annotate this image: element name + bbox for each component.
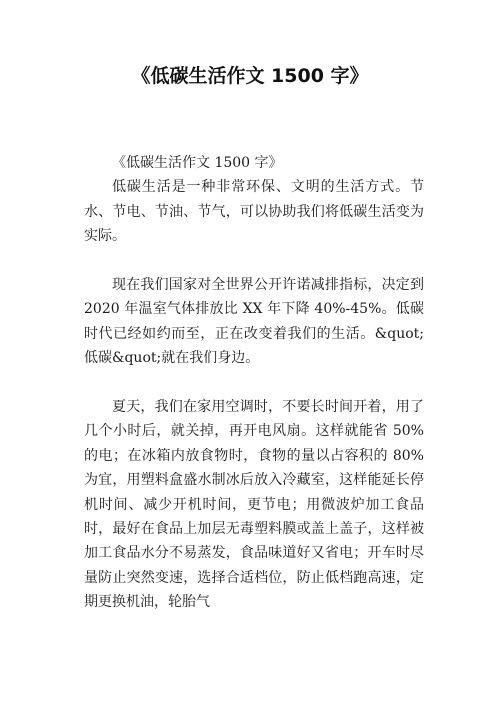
paragraph-policy: 现在我们国家对全世界公开许诺减排指标，决定到 2020 年温室气体排放比 XX 年下降 40%-45%。低碳时代已经如约而至，正在改变着我们的生活。&quot;低碳&quot;就在我们身边。 [84,277,424,367]
document-title: 《低碳生活作文 1500 字》 [131,65,369,87]
paragraph-intro: 低碳生活是一种非常环保、文明的生活方式。节水、节电、节油、节气，可以协助我们将低碳生活变为实际。 [84,179,424,245]
document-body [84,151,424,615]
paragraph-summer-tips: 夏天，我们在家用空调时，不要长时间开着，用了几个小时后，就关掉，再开电风扇。这样就能省 50%的电；在冰箱内放食物时，食物的量以占容积的 80%为宜，用塑料盒盛水制冰后放入冷藏室，这样能延长停机时间、减少开机时间，更节电；用微波炉加工食品时，最好在食品上加层无毒塑料膜或盖上盖子，这样被加工食品水分不易蒸发，食品味道好又省电；开车时尽量防止突然变速，选择合适档位，防止低档跑高速，定期更换机油，轮胎气 [84,399,424,611]
paragraph-subtitle: 《低碳生活作文 1500 字》 [112,155,283,171]
